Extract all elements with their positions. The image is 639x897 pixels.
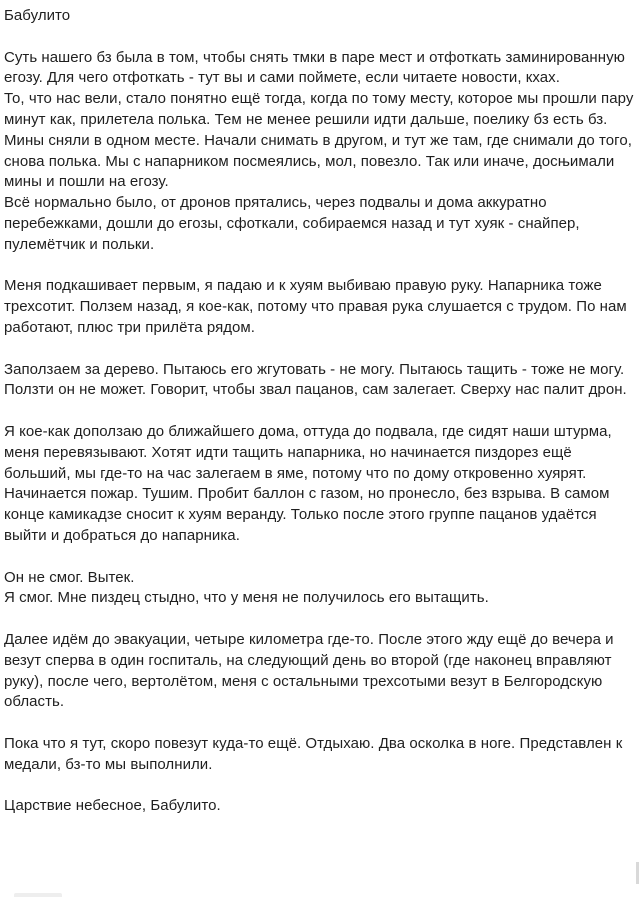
paragraph-gap: [4, 713, 639, 734]
paragraph-gap: [4, 775, 639, 796]
post-title: Бабулито: [4, 7, 71, 24]
paragraph-9: Я смог. Мне пиздец стыдно, что у меня не получилось его вытащить.: [4, 589, 489, 607]
paragraph-gap: [4, 339, 639, 360]
paragraph-10: Далее идём до эвакуации, четыре километра где-то. После этого жду ещё до вечера и везут сперва в один госпиталь, на следующий день во второй (где наконец вправляют руку), после чего, вертолётом, меня с остальными трехсотыми везут в Белгородскую область.: [4, 630, 614, 711]
paragraph-8: Он не смог. Вытек.: [4, 568, 135, 586]
paragraph-gap: [4, 256, 639, 277]
paragraph-3: Мины сняли в одном месте. Начали снимать в другом, и тут же там, где снимали до того, снова полька. Мы с напарником посмеялись, мол, повезло. Так или иначе, досњимали мины и пошли на егозу.: [4, 131, 632, 191]
paragraph-4: Всё нормально было, от дронов прятались, через подвалы и дома аккуратно перебежками, дошли до егозы, сфоткали, собираемся назад и тут хуяк - снайпер, пулемётчик и польки.: [4, 194, 580, 253]
paragraph-6: Заползаем за дерево. Пытаюсь его жгутовать - не могу. Пытаюсь тащить - тоже не могу. Ползти он не может. Говорит, чтобы звал пацанов, сам залегает. Сверху нас палит дрон.: [4, 360, 627, 399]
bottom-edge-fragment: [14, 893, 62, 897]
paragraph-gap: [4, 609, 639, 630]
paragraph-12: Царствие небесное, Бабулито.: [4, 797, 221, 815]
paragraph-7: Я кое-как доползаю до ближайшего дома, оттуда до подвала, где сидят наши штурма, меня перевязывают. Хотят идти тащить напарника, но начинается пиздорез ещё больший, мы где-то на час залегаем в яме, потому что по дому откровенно хуярят. Начинается пожар. Тушим. Пробит баллон с газом, но пронесло, без взрыва. В самом конце камикадзе сносит к хуям веранду. Только после этого группе пацанов удаётся выйти и добраться до напарника.: [4, 422, 612, 544]
paragraph-1: Суть нашего бз была в том, чтобы снять тмки в паре мест и отфоткать заминированную егозу. Для чего отфоткать - тут вы и сами поймете, если читаете новости, кхах.: [4, 48, 625, 87]
paragraph-gap: [4, 27, 639, 48]
paragraph-11: Пока что я тут, скоро повезут куда-то ещё. Отдыхаю. Два осколка в ноге. Представлен к медали, бз-то мы выполнили.: [4, 734, 623, 773]
paragraph-gap: [4, 547, 639, 568]
paragraph-2: То, что нас вели, стало понятно ещё тогда, когда по тому месту, которое мы прошли пару минут как, прилетела полька. Тем не менее решили идти дальше, поелику бз есть бз.: [4, 90, 634, 128]
paragraph-gap: [4, 401, 639, 422]
paragraph-5: Меня подкашивает первым, я падаю и к хуям выбиваю правую руку. Напарника тоже трехсотит. Ползем назад, я кое-как, потому что правая рука слушается с трудом. По нам работают, плюс три прилёта рядом.: [4, 277, 627, 336]
post-body: [4, 6, 639, 817]
